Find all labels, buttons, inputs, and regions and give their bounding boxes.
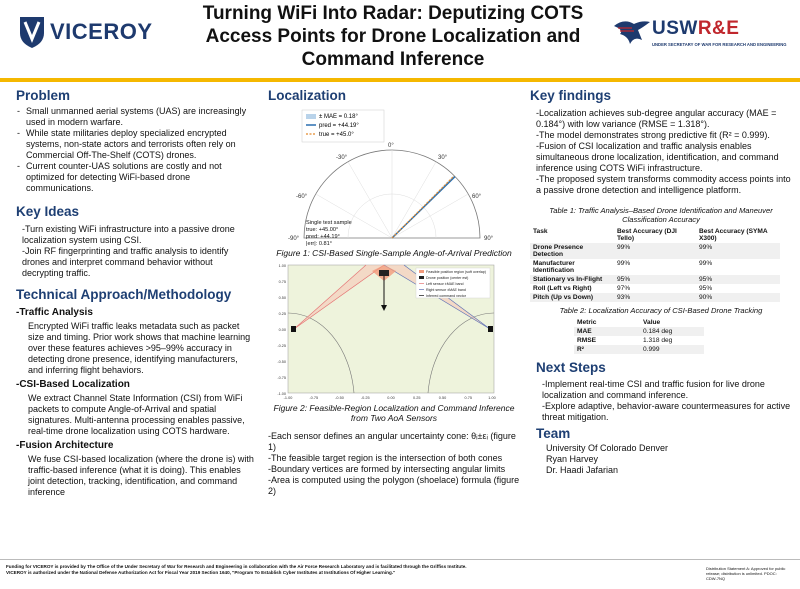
table-1-header: Best Accuracy (SYMA X300) xyxy=(696,227,780,243)
fig2-x-tick: 0.25 xyxy=(413,396,421,400)
next-steps-heading: Next Steps xyxy=(536,360,606,375)
fig2-y-tick: -0.75 xyxy=(277,376,286,380)
distribution-statement: Distribution Statement A: Approved for public release; distribution is unlimited. PDOC: CDW-7NQ xyxy=(706,566,786,581)
list-item: - Small unmanned aerial systems (UAS) are increasingly used in modern warfare. xyxy=(16,106,254,128)
fig2-legend-item: Left sensor ±MAE band xyxy=(426,282,464,286)
findings-list xyxy=(530,108,792,196)
table-row: Stationary vs In-Flight 95% 95% xyxy=(530,275,780,284)
table-2-caption: Table 2: Localization Accuracy of CSI-Based Drone Tracking xyxy=(559,306,763,315)
fig1-angle-label: 30° xyxy=(438,155,448,161)
table-row: RMSE 1.318 deg xyxy=(577,337,673,344)
fig2-right-sensor xyxy=(488,326,493,332)
fig2-y-tick: 0.00 xyxy=(278,328,286,332)
fig1-angle-label: -60° xyxy=(296,194,308,200)
fig2-y-tick: -0.50 xyxy=(277,360,286,364)
fig1-legend-mae-swatch xyxy=(306,114,316,119)
fig1-sample-text: Single test sample xyxy=(306,220,352,226)
fig2-left-sensor xyxy=(291,326,296,332)
figure-1-caption: Figure 1: CSI-Based Single-Sample Angle-of-Arrival Prediction xyxy=(276,248,512,258)
fig2-x-tick: -0.50 xyxy=(335,396,344,400)
localization-notes xyxy=(266,431,522,497)
fig2-y-tick: -0.25 xyxy=(277,344,286,348)
funding-statement xyxy=(6,564,606,576)
fig2-legend-item: Right sensor ±MAE band xyxy=(426,288,466,292)
fusion-heading: -Fusion Architecture xyxy=(16,440,114,451)
usw-re-wordmark: USWR&E xyxy=(652,18,740,39)
finding-item: -Fusion of CSI localization and traffic analysis enables simultaneous drone localization, identification, and command inference using COTS WiFi infrastructure. xyxy=(536,141,779,173)
fig1-sample-text: pred: +44.19° xyxy=(306,234,340,240)
table-row: MAE 0.184 deg xyxy=(574,327,704,336)
fig2-legend-item: Inferred command vector xyxy=(426,294,466,298)
figure-2-caption: Figure 2: Feasible-Region Localization and Command Inference from Two AoA Sensors xyxy=(273,403,515,423)
list-item: - While state militaries deploy specialized encrypted systems, non-state actors and terrorists often rely on Commercial Off-The-Shelf (COTS) drones. xyxy=(16,128,254,161)
fig2-x-tick: -0.75 xyxy=(309,396,319,400)
figure-1-aoa-plot xyxy=(266,106,522,246)
finding-item: -Localization achieves sub-degree angular accuracy (MAE = 0.184°) with low variance (RMSE = 1.318°). xyxy=(536,108,777,129)
fig2-x-tick: -0.25 xyxy=(360,396,370,400)
fig2-y-tick: 0.25 xyxy=(278,312,286,316)
left-column xyxy=(16,88,254,498)
traffic-analysis-heading: -Traffic Analysis xyxy=(16,307,93,318)
key-idea-item: -Turn existing WiFi infrastructure into a passive drone localization system using CSI. xyxy=(22,224,235,245)
fig2-y-tick: 0.50 xyxy=(278,296,286,300)
team-heading: Team xyxy=(536,426,571,441)
next-step-item: -Implement real-time CSI and traffic fusion for live drone localization and command inference. xyxy=(542,379,765,400)
table-row: Manufacturer Identification 99% 99% xyxy=(533,260,713,274)
table-1-header: Task xyxy=(530,227,614,243)
table-row: Pitch (Up vs Down) 93% 90% xyxy=(530,293,780,302)
fig1-angle-label: 90° xyxy=(484,236,494,242)
team-member: University Of Colorado Denver xyxy=(546,443,669,453)
key-findings-heading: Key findings xyxy=(530,88,612,103)
csi-localization-heading: -CSI-Based Localization xyxy=(16,379,130,390)
key-idea-item: -Join RF fingerprinting and traffic analysis to identify drones and interpret command behavior without decrypting traffic. xyxy=(22,246,229,278)
fig1-legend-true: true = +45.0° xyxy=(319,132,354,138)
table-1-header: Best Accuracy (DJI Tello) xyxy=(614,227,696,243)
csi-localization-text: We extract Channel State Information (CSI) from WiFi packets to compute Angle-of-Arrival and spatial signatures. Multi-antenna processing enables passive, real-time drone localization using COTS hardware. xyxy=(28,393,245,436)
list-item: - Current counter-UAS solutions are costly and not optimized for detecting WiFi-based drone communications. xyxy=(16,161,254,194)
fig2-legend-item: Feasible position region (soft overlap) xyxy=(426,270,486,274)
fig1-sample-text: |err|: 0.81° xyxy=(306,241,332,246)
table-row: R² 0.999 xyxy=(574,345,704,354)
fig1-legend-pred: pred = +44.19° xyxy=(319,123,359,129)
header-divider xyxy=(0,78,800,82)
localization-note: -The feasible target region is the intersection of both cones xyxy=(268,453,503,463)
fig1-angle-label: 0° xyxy=(388,143,394,149)
team-member: Dr. Haadi Jafarian xyxy=(546,465,619,475)
fig2-x-tick: 0.00 xyxy=(387,396,395,400)
table-row: Drone Presence Detection 99% 99% xyxy=(530,243,780,259)
funding-line: VICEROY is authorized under the National Defense Authorization Act for Fiscal Year 2019 Section 1640, "Program To Establish Cyber Institutes at Institutions Of Higher Learning." xyxy=(6,570,396,575)
next-steps-list xyxy=(530,379,792,423)
problem-heading: Problem xyxy=(16,88,71,103)
fig2-legend-item: Drone position (center est) xyxy=(426,276,469,280)
fig2-x-tick: 1.00 xyxy=(488,396,496,400)
localization-heading: Localization xyxy=(268,88,347,103)
figure-2-feasible-region-plot xyxy=(266,261,522,401)
team-list xyxy=(530,443,792,476)
problem-list xyxy=(16,106,254,194)
team-member: Ryan Harvey xyxy=(546,454,599,464)
localization-note: -Boundary vertices are formed by intersecting angular limits xyxy=(268,464,506,474)
fusion-text: We fuse CSI-based localization (where the drone is) with traffic-based inference (what it is doing). This enables joint detection, tracking, identification, and command inference xyxy=(28,454,254,497)
viceroy-shield-icon xyxy=(18,15,46,49)
table-row: Roll (Left vs Right) 97% 95% xyxy=(533,285,713,292)
viceroy-logo xyxy=(18,12,163,52)
approach-heading: Technical Approach/Methodology xyxy=(16,287,232,302)
poster-header xyxy=(0,0,800,80)
fig2-y-tick: -1.00 xyxy=(277,392,286,396)
fig1-angle-label: 60° xyxy=(472,194,482,200)
table-1 xyxy=(530,227,780,302)
fig1-legend-mae: ± MAE = 0.18° xyxy=(319,114,358,120)
fig2-y-tick: 0.75 xyxy=(278,280,286,284)
viceroy-logo-text: VICEROY xyxy=(50,19,153,44)
fig2-x-tick: 0.50 xyxy=(438,396,447,400)
fig2-x-tick: -1.00 xyxy=(283,396,293,400)
fig1-angle-label: -90° xyxy=(288,236,300,242)
usw-re-logo xyxy=(612,16,788,56)
traffic-analysis-text: Encrypted WiFi traffic leaks metadata such as packet size and timing. Prior work shows that machine learning over these features achieves >95–99% accuracy in detecting drone presence, identifying manufacturers, and inferring flight behaviors. xyxy=(28,321,251,375)
localization-note: -Area is computed using the polygon (shoelace) formula (figure 2) xyxy=(268,475,520,496)
poster-footer xyxy=(0,559,800,589)
fig2-y-tick: 1.00 xyxy=(278,264,286,268)
next-step-item: -Explore adaptive, behavior-aware countermeasures for active threat mitigation. xyxy=(542,401,791,422)
table-2-header: Metric xyxy=(574,318,640,327)
right-column xyxy=(530,88,792,476)
eagle-icon xyxy=(612,16,652,48)
poster-title: Turning WiFi Into Radar: Deputizing COTS Access Points for Drone Localization and Command Inference xyxy=(202,3,584,70)
table-2-header: Value xyxy=(640,318,704,327)
key-ideas-heading: Key Ideas xyxy=(16,204,80,219)
localization-note: -Each sensor defines an angular uncertainty cone: θᵢ±εᵢ (figure 1) xyxy=(268,431,516,452)
fig2-drone-icon xyxy=(379,270,389,276)
fig1-angle-label: -30° xyxy=(336,155,348,161)
table-2 xyxy=(574,318,704,354)
funding-line: Funding for VICEROY is provided by The Office of the Under Secretary of War for Research and Engineering in collaboration with the Air Force Research Laboratory and is facilitated through the Griffiss Institute. xyxy=(6,564,467,569)
fig2-x-tick: 0.75 xyxy=(464,396,472,400)
middle-column xyxy=(266,88,522,497)
fig1-sample-text: true: +45.00° xyxy=(306,227,339,233)
usw-re-subtitle: UNDER SECRETARY OF WAR FOR RESEARCH AND ENGINEERING xyxy=(652,42,787,47)
finding-item: -The model demonstrates strong predictive fit (R² = 0.999). xyxy=(536,130,770,140)
table-1-caption: Table 1: Traffic Analysis–Based Drone Identification and Maneuver Classification Accuracy xyxy=(549,206,773,224)
finding-item: -The proposed system transforms commodity access points into a passive drone detection and intelligence platform. xyxy=(536,174,791,195)
